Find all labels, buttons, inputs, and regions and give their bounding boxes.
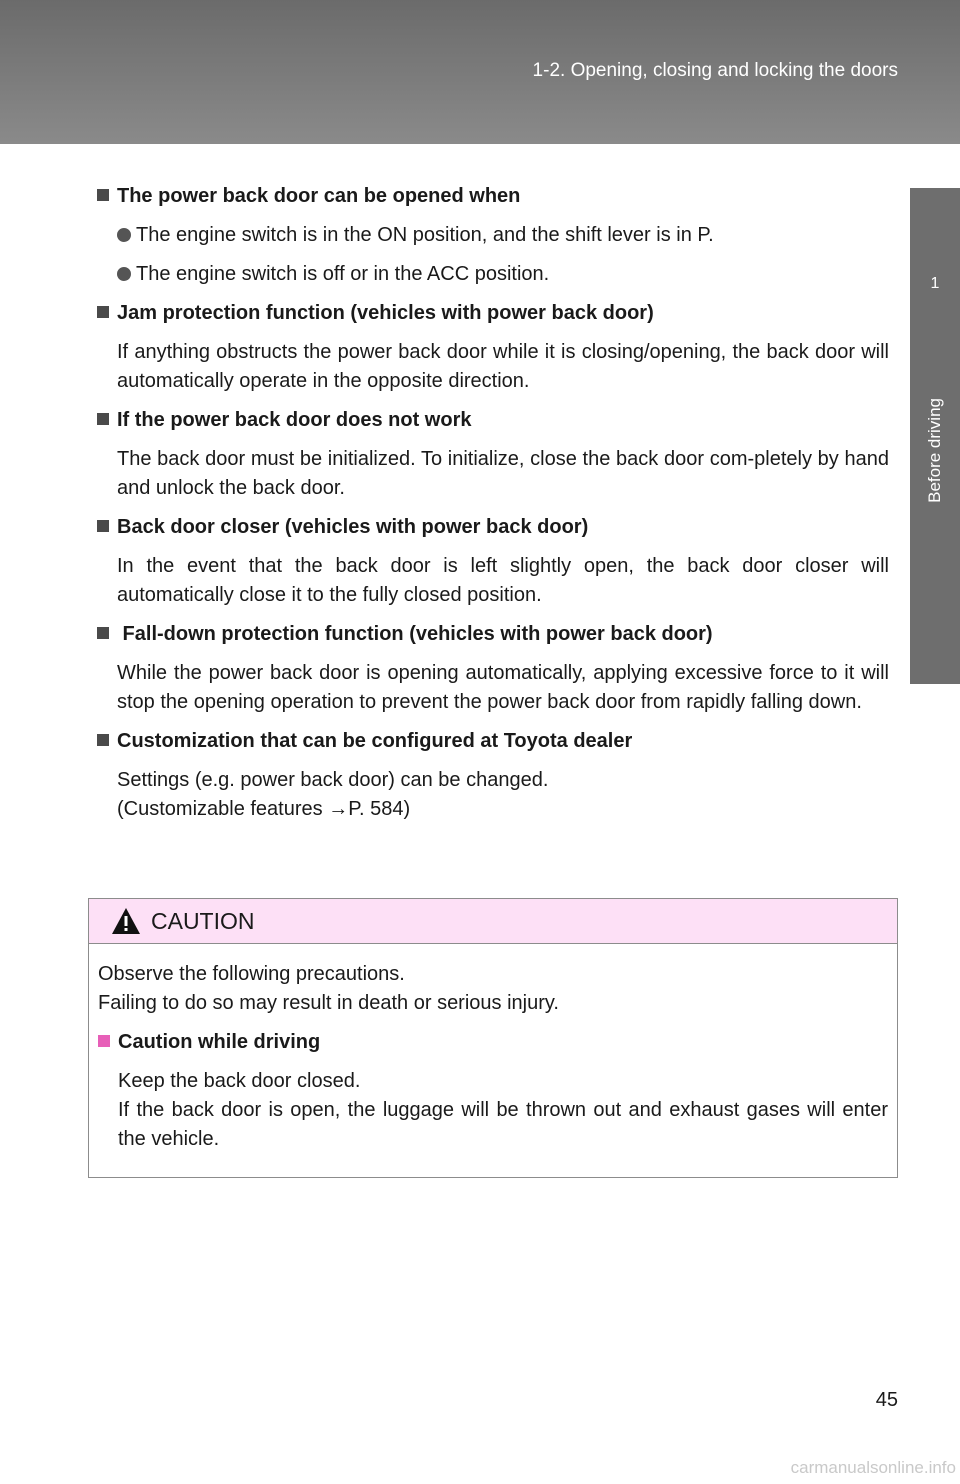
square-bullet-icon bbox=[98, 1035, 110, 1047]
text-line: (Customizable features →P. 584) bbox=[117, 798, 411, 820]
section-text: The back door must be initialized. To initialize, close the back door com-pletely by hand and unlock the back door. bbox=[117, 448, 889, 499]
section-text bbox=[117, 766, 889, 824]
square-bullet-icon bbox=[97, 413, 109, 425]
section-heading: Back door closer (vehicles with power back door) bbox=[97, 513, 889, 542]
square-bullet-icon bbox=[97, 627, 109, 639]
chapter-number-block bbox=[910, 188, 960, 380]
chapter-label: Before driving bbox=[925, 398, 944, 503]
section-heading: Fall-down protection function (vehicles with power back door) bbox=[97, 620, 889, 649]
caution-body bbox=[89, 944, 897, 1154]
text-line: If the back door is open, the luggage will be thrown out and exhaust gases will enter the vehicle. bbox=[118, 1099, 888, 1150]
section-title: 1-2. Opening, closing and locking the doors bbox=[532, 60, 898, 81]
caution-header bbox=[89, 899, 897, 944]
section-heading: Customization that can be configured at Toyota dealer bbox=[97, 727, 889, 756]
chapter-number: 1 bbox=[930, 275, 940, 292]
square-bullet-icon bbox=[97, 734, 109, 746]
caution-intro-line: Observe the following precautions. bbox=[98, 963, 405, 985]
circle-bullet-icon bbox=[117, 228, 131, 242]
text-line: Settings (e.g. power back door) can be changed. bbox=[117, 769, 549, 791]
caution-heading: Caution while driving bbox=[98, 1028, 888, 1057]
text-line: Keep the back door closed. bbox=[118, 1070, 361, 1092]
section-text: In the event that the back door is left slightly open, the back door closer will automatically close it to the fully closed position. bbox=[117, 555, 889, 606]
list-item: The engine switch is in the ON position, and the shift lever is in P. bbox=[117, 221, 889, 250]
warning-triangle-icon bbox=[111, 907, 141, 935]
list-item: The engine switch is off or in the ACC position. bbox=[117, 260, 889, 289]
caution-box bbox=[88, 898, 898, 1178]
page-number: 45 bbox=[875, 1389, 898, 1411]
circle-bullet-icon bbox=[117, 267, 131, 281]
main-content bbox=[97, 182, 889, 834]
caution-text bbox=[118, 1067, 888, 1154]
section-heading: If the power back door does not work bbox=[97, 406, 889, 435]
caution-title: CAUTION bbox=[151, 907, 255, 934]
watermark: carmanualsonline.info bbox=[790, 1458, 956, 1477]
section-text: If anything obstructs the power back door while it is closing/opening, the back door will automatically operate in the opposite direction. bbox=[117, 341, 889, 392]
square-bullet-icon bbox=[97, 520, 109, 532]
page-header bbox=[0, 0, 960, 144]
section-heading: The power back door can be opened when bbox=[97, 182, 889, 211]
side-tab bbox=[910, 144, 960, 684]
section-heading: Jam protection function (vehicles with power back door) bbox=[97, 299, 889, 328]
caution-intro-line: Failing to do so may result in death or serious injury. bbox=[98, 992, 559, 1014]
square-bullet-icon bbox=[97, 306, 109, 318]
section-text: While the power back door is opening automatically, applying excessive force to it will stop the opening operation to prevent the power back door from rapidly falling down. bbox=[117, 662, 889, 713]
chapter-label-block bbox=[910, 380, 960, 684]
square-bullet-icon bbox=[97, 189, 109, 201]
